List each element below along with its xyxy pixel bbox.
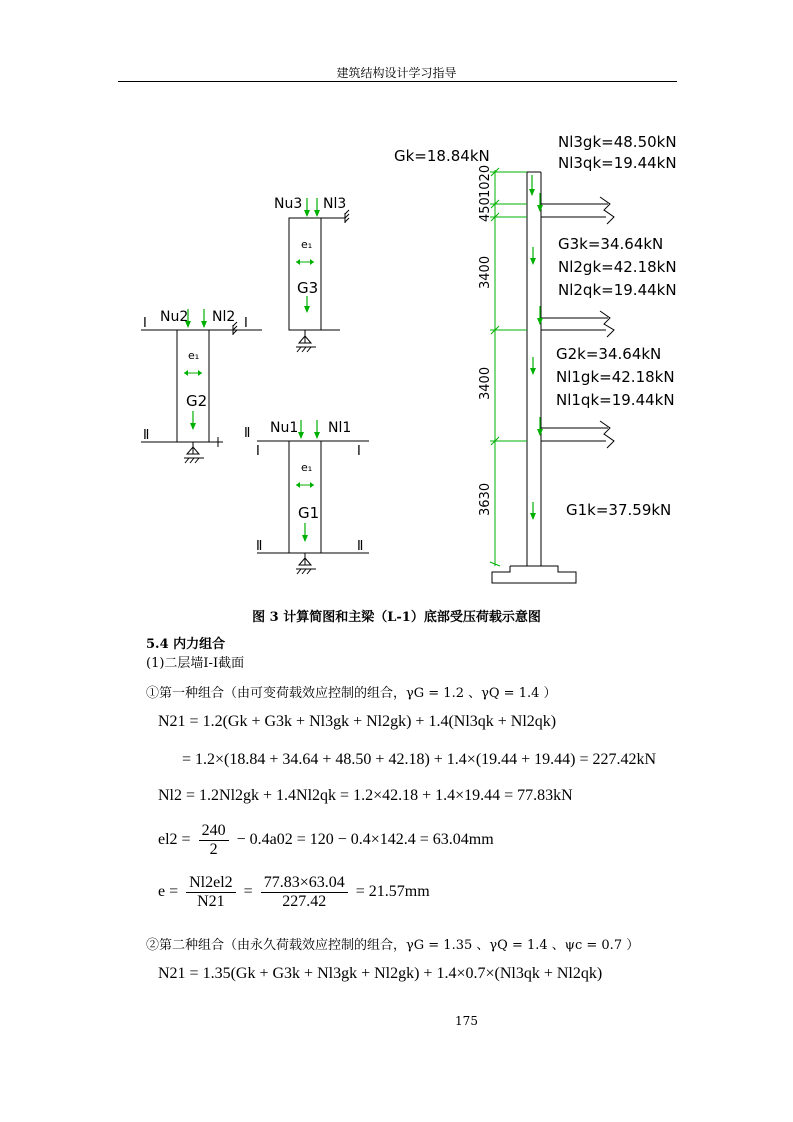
figure-caption: 图 3 计算简图和主梁（L-1）底部受压荷载示意图 bbox=[252, 610, 541, 625]
eq-el2-denominator: 2 bbox=[209, 841, 218, 858]
eq-e-num1: Nl2el2 bbox=[186, 874, 236, 893]
label-nl1gk: Nl1gk=42.18kN bbox=[556, 368, 675, 386]
eq-e-rhs: = 21.57mm bbox=[355, 883, 430, 901]
case2-heading: ②第二种组合（由永久荷载效应控制的组合，γG = 1.35 、γQ = 1.4 、ψc = 0.7 ） bbox=[146, 938, 640, 953]
eq-e-den1: N21 bbox=[197, 893, 225, 910]
label-nl1qk: Nl1qk=19.44kN bbox=[556, 391, 675, 409]
sec-II-mid: Ⅱ bbox=[143, 428, 150, 443]
label-nl2gk: Nl2gk=42.18kN bbox=[558, 258, 677, 276]
sec-I-bot-left: I bbox=[256, 444, 260, 459]
label-e1-bot: e₁ bbox=[301, 461, 313, 474]
page-header: 建筑结构设计学习指导 bbox=[336, 66, 457, 80]
label-g3: G3 bbox=[297, 279, 319, 297]
eq-e-fraction-1 bbox=[186, 874, 236, 911]
eq-e bbox=[158, 874, 430, 911]
label-g1: G1 bbox=[298, 504, 320, 522]
bot-column bbox=[244, 420, 369, 574]
label-nl3qk: Nl3qk=19.44kN bbox=[558, 154, 677, 172]
eq-e-num2: 77.83×63.04 bbox=[261, 874, 348, 893]
label-e1-top: e₁ bbox=[301, 238, 313, 251]
label-nl2qk: Nl2qk=19.44kN bbox=[558, 281, 677, 299]
label-e1-mid: e₁ bbox=[188, 349, 200, 362]
label-g3k: G3k=34.64kN bbox=[558, 235, 664, 253]
eq-el2-lhs: el2 = bbox=[158, 831, 191, 849]
label-gk: Gk=18.84kN bbox=[394, 147, 490, 165]
eq-el2-fraction bbox=[199, 822, 229, 859]
sec-I-left: I bbox=[143, 316, 147, 331]
eq-e-fraction-2 bbox=[261, 874, 348, 911]
eq-e-equals: = bbox=[243, 883, 253, 901]
section-title: 5.4 内力组合 bbox=[146, 637, 226, 652]
eq-nl2: Nl2 = 1.2Nl2gk + 1.4Nl2qk = 1.2×42.18 + 1.4×19.44 = 77.83kN bbox=[158, 787, 573, 804]
sec-II-top-left: Ⅱ bbox=[244, 426, 251, 441]
eq-n21-value: = 1.2×(18.84 + 34.64 + 48.50 + 42.18) + 1.4×(19.44 + 19.44) = 227.42kN bbox=[182, 751, 657, 768]
eq-e-den2: 227.42 bbox=[282, 893, 327, 910]
dim-450: 450 bbox=[478, 197, 493, 222]
eq-el2 bbox=[158, 822, 494, 859]
section-subtitle: (1)二层墙Ⅰ-Ⅰ截面 bbox=[146, 656, 245, 671]
wall-diagram bbox=[394, 133, 677, 583]
label-nu3: Nu3 bbox=[274, 196, 303, 212]
dim-1020: 1020 bbox=[478, 164, 493, 198]
label-nl3: Nl3 bbox=[323, 196, 347, 212]
label-nu2: Nu2 bbox=[160, 309, 189, 325]
eq-n21-second: N21 = 1.35(Gk + G3k + Nl3gk + Nl2gk) + 1.4×0.7×(Nl3qk + Nl2qk) bbox=[158, 965, 603, 982]
label-g2: G2 bbox=[186, 392, 208, 410]
sec-II-bot-right: Ⅱ bbox=[357, 539, 364, 554]
label-g1k: G1k=37.59kN bbox=[566, 501, 672, 519]
dim-3400-upper: 3400 bbox=[478, 255, 493, 289]
case1-heading: ①第一种组合（由可变荷载效应控制的组合，γG = 1.2 、γQ = 1.4 ） bbox=[146, 686, 557, 701]
label-nl2: Nl2 bbox=[212, 309, 236, 325]
eq-el2-numerator: 240 bbox=[199, 822, 229, 841]
sec-II-bot-left: Ⅱ bbox=[256, 539, 263, 554]
dim-3630: 3630 bbox=[478, 482, 493, 516]
top-column bbox=[274, 196, 349, 352]
sec-I-bot-right: I bbox=[357, 444, 361, 459]
dim-3400-lower: 3400 bbox=[478, 366, 493, 400]
label-nu1: Nu1 bbox=[270, 420, 299, 436]
label-nl1: Nl1 bbox=[328, 420, 352, 436]
label-nl3gk: Nl3gk=48.50kN bbox=[558, 133, 677, 151]
eq-e-lhs: e = bbox=[158, 883, 179, 901]
eq-n21-formula: N21 = 1.2(Gk + G3k + Nl3gk + Nl2gk) + 1.4(Nl3qk + Nl2qk) bbox=[158, 713, 557, 730]
sec-I-right: I bbox=[244, 316, 248, 331]
page-number: 175 bbox=[455, 1014, 478, 1028]
label-g2k: G2k=34.64kN bbox=[556, 345, 662, 363]
eq-el2-rhs: − 0.4a02 = 120 − 0.4×142.4 = 63.04mm bbox=[236, 831, 494, 849]
